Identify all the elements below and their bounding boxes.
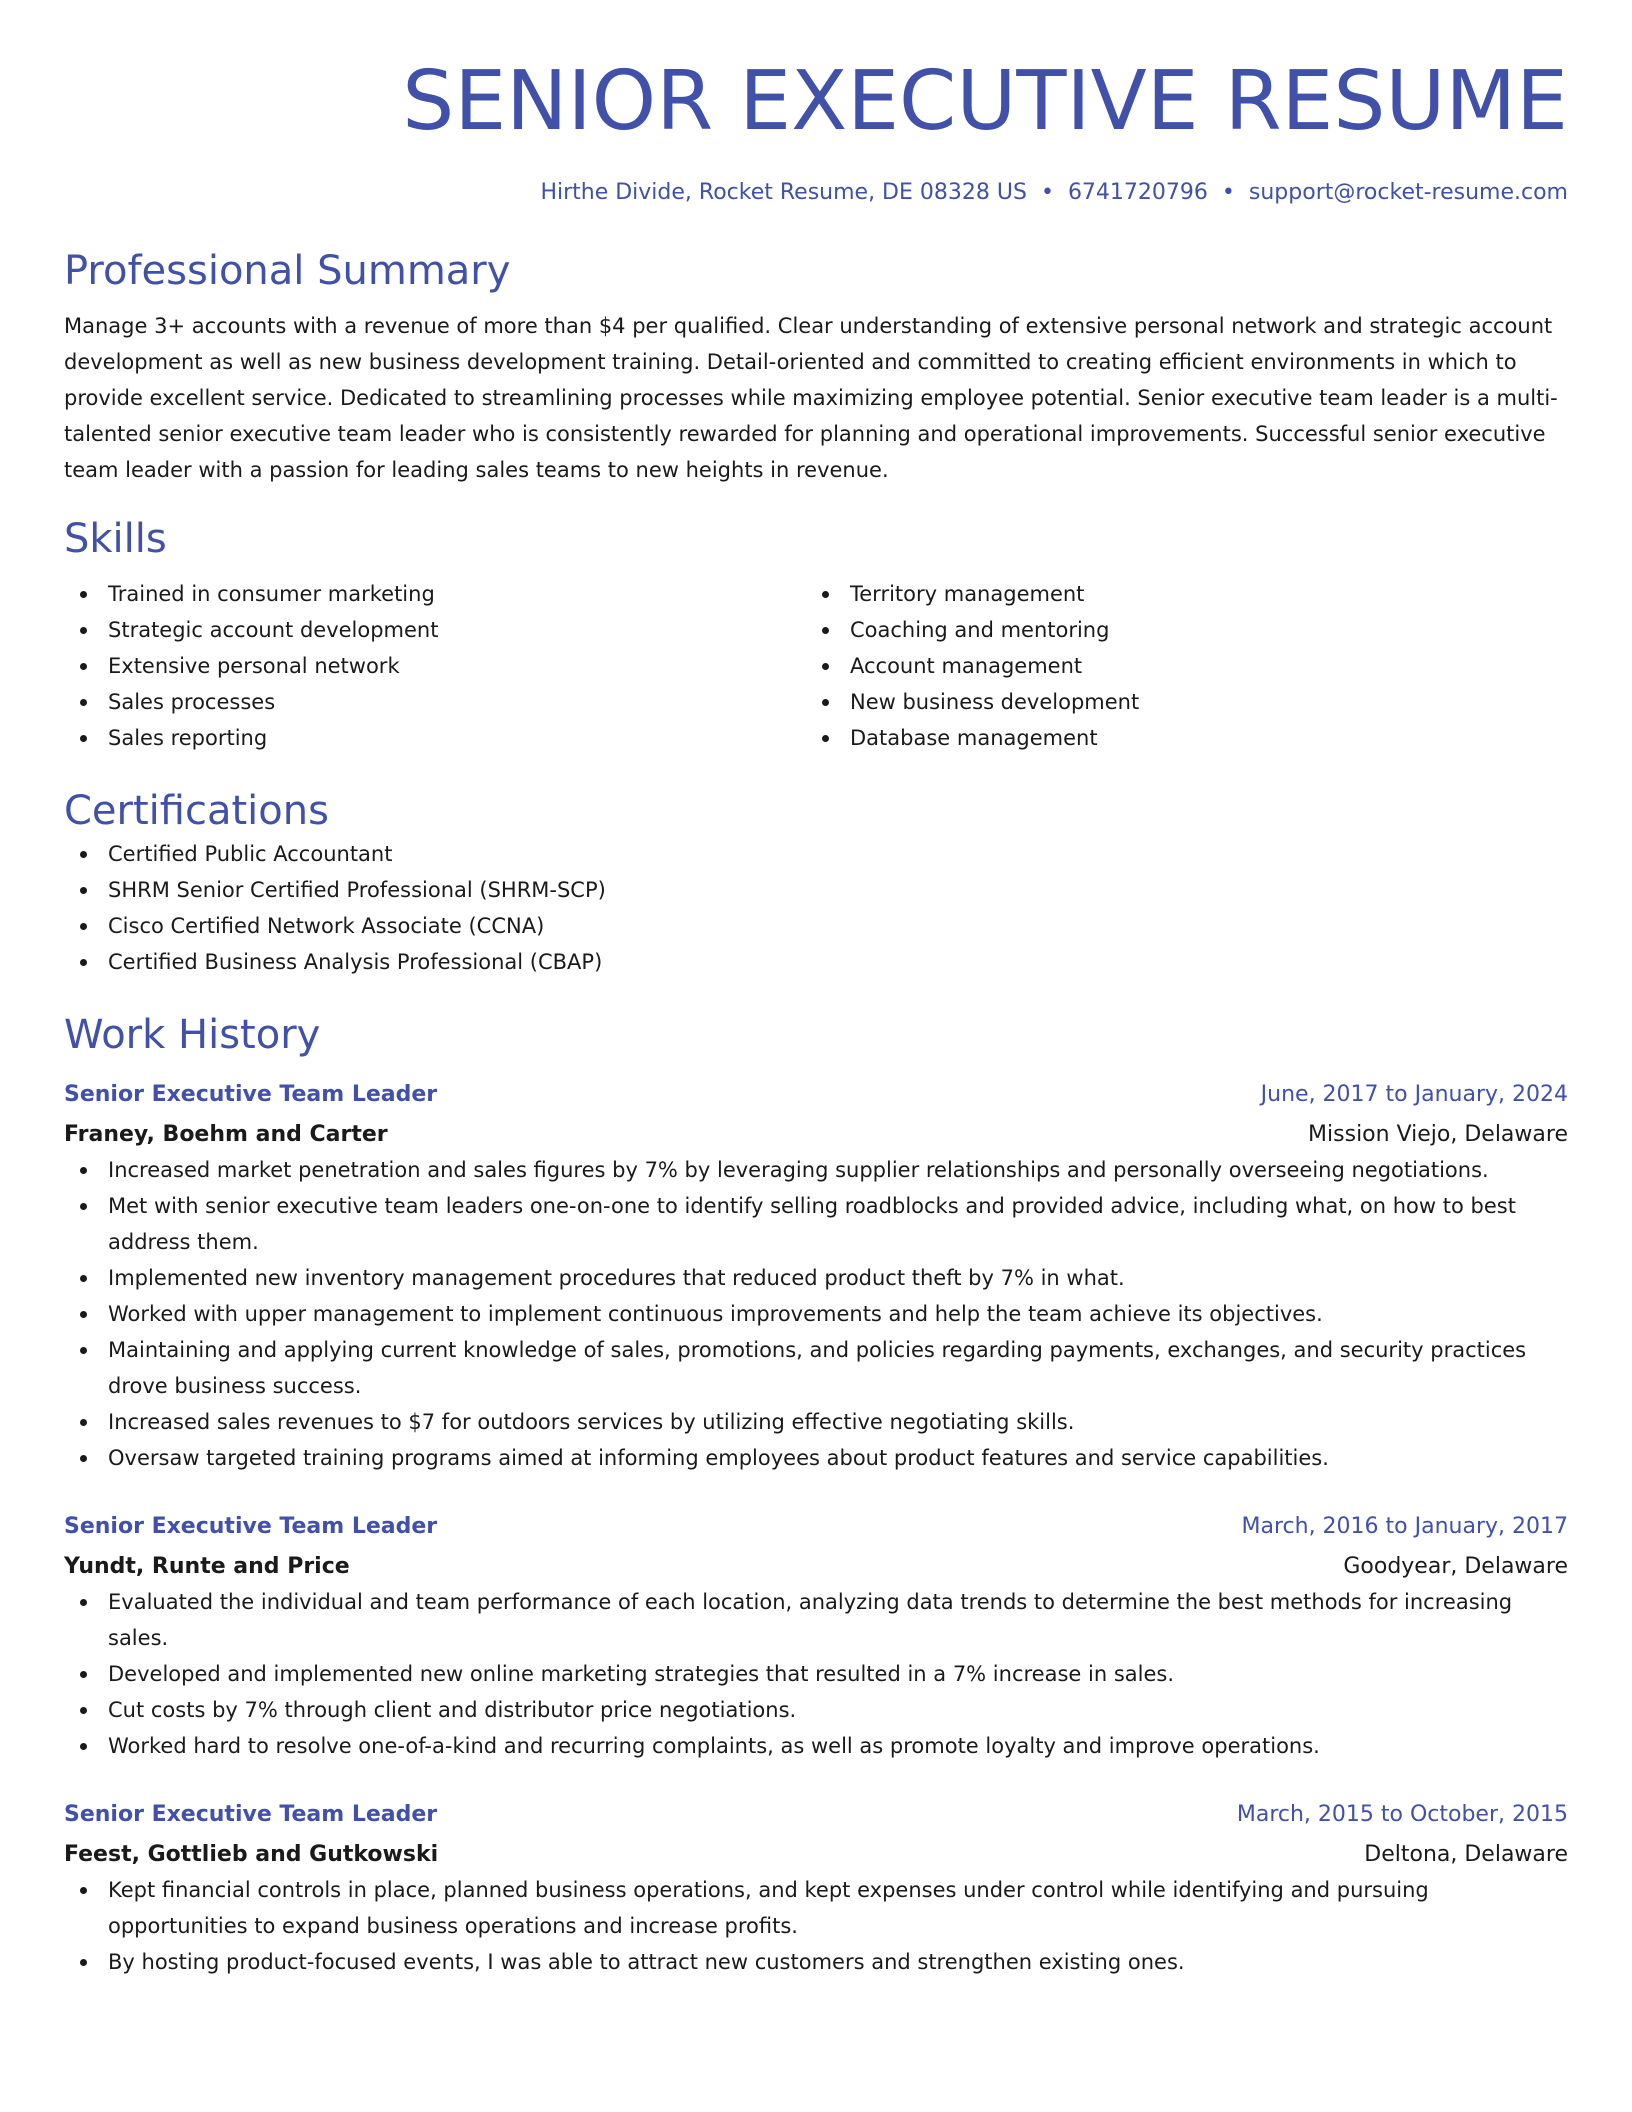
job-company: Franey, Boehm and Carter bbox=[64, 1122, 388, 1147]
job-bullet bbox=[64, 1872, 1568, 1944]
skill-item-text: Coaching and mentoring bbox=[850, 618, 1110, 642]
bullet-icon bbox=[80, 923, 87, 930]
job-bullet-text: Increased sales revenues to $7 for outdoors services by utilizing effective negotiating skills. bbox=[108, 1410, 1075, 1434]
skill-item bbox=[806, 612, 1548, 648]
job-title: Senior Executive Team Leader bbox=[64, 1514, 438, 1539]
work-history-heading: Work History bbox=[64, 1012, 321, 1058]
job-subheader bbox=[64, 1838, 1568, 1872]
skills-section bbox=[64, 514, 1568, 756]
job-bullet-text: Kept financial controls in place, planned business operations, and kept expenses under control while identifying and pursuing opportunities to expand business operations and increase profits. bbox=[108, 1878, 1429, 1938]
job-entry bbox=[64, 1798, 1568, 1980]
job-entry bbox=[64, 1510, 1568, 1764]
job-bullet bbox=[64, 1260, 1568, 1296]
certifications-heading: Certifications bbox=[64, 788, 329, 834]
jobs-list bbox=[64, 1078, 1568, 1980]
certification-item-text: Certified Public Accountant bbox=[108, 842, 393, 866]
job-bullet-text: Cut costs by 7% through client and distributor price negotiations. bbox=[108, 1698, 797, 1722]
skill-item-text: New business development bbox=[850, 690, 1140, 714]
job-bullet bbox=[64, 1692, 1568, 1728]
job-header bbox=[64, 1798, 1568, 1832]
certifications-section bbox=[64, 786, 1568, 980]
job-bullets bbox=[64, 1584, 1568, 1764]
skill-item-text: Strategic account development bbox=[108, 618, 439, 642]
summary-heading: Professional Summary bbox=[64, 248, 511, 294]
job-bullet-text: Developed and implemented new online marketing strategies that resulted in a 7% increase in sales. bbox=[108, 1662, 1174, 1686]
bullet-icon bbox=[80, 1311, 87, 1318]
job-dates: March, 2016 to January, 2017 bbox=[1241, 1514, 1568, 1539]
skill-item bbox=[806, 648, 1548, 684]
skills-heading: Skills bbox=[64, 516, 167, 562]
bullet-icon bbox=[80, 1275, 87, 1282]
skill-item-text: Trained in consumer marketing bbox=[108, 582, 435, 606]
contact-separator: • bbox=[1040, 180, 1054, 205]
bullet-icon bbox=[80, 1419, 87, 1426]
job-title: Senior Executive Team Leader bbox=[64, 1082, 438, 1107]
skills-list-left bbox=[64, 576, 806, 756]
skills-column-left bbox=[64, 576, 806, 756]
skills-grid bbox=[64, 576, 1568, 756]
job-bullet-text: Met with senior executive team leaders one-on-one to identify selling roadblocks and provided advice, including what, on how to best address them. bbox=[108, 1194, 1516, 1254]
bullet-icon bbox=[80, 1671, 87, 1678]
summary-section bbox=[64, 246, 1568, 488]
job-bullet-text: Maintaining and applying current knowledge of sales, promotions, and policies regarding payments, exchanges, and security practices drove business success. bbox=[108, 1338, 1527, 1398]
summary-text: Manage 3+ accounts with a revenue of more than $4 per qualified. Clear understanding of extensive personal network and strategic account development as well as new business development training. Detail-oriented and committed to creating efficient environments in which to provide excellent service. Dedicated to streamlining processes while maximizing employee potential. Senior executive team leader is a multi-talented senior executive team leader who is consistently rewarded for planning and operational improvements. Successful senior executive team leader with a passion for leading sales teams to new heights in revenue. bbox=[64, 314, 1558, 482]
work-history-section bbox=[64, 1010, 1568, 1980]
resume-title: SENIOR EXECUTIVE RESUME bbox=[402, 54, 1568, 149]
certifications-list bbox=[64, 836, 1568, 980]
bullet-icon bbox=[80, 1707, 87, 1714]
job-location: Deltona, Delaware bbox=[1364, 1842, 1568, 1867]
certification-item-text: SHRM Senior Certified Professional (SHRM-SCP) bbox=[108, 878, 606, 902]
job-bullet-text: Implemented new inventory management procedures that reduced product theft by 7% in what. bbox=[108, 1266, 1125, 1290]
job-title: Senior Executive Team Leader bbox=[64, 1802, 438, 1827]
skill-item-text: Territory management bbox=[850, 582, 1085, 606]
job-bullet bbox=[64, 1296, 1568, 1332]
bullet-icon bbox=[80, 1959, 87, 1966]
job-bullet-text: Worked hard to resolve one-of-a-kind and recurring complaints, as well as promote loyalty and improve operations. bbox=[108, 1734, 1320, 1758]
skill-item-text: Database management bbox=[850, 726, 1098, 750]
job-bullet bbox=[64, 1332, 1568, 1404]
job-bullet-text: Evaluated the individual and team performance of each location, analyzing data trends to determine the best methods for increasing sales. bbox=[108, 1590, 1513, 1650]
resume-header bbox=[64, 0, 1568, 208]
bullet-icon bbox=[80, 1743, 87, 1750]
skill-item-text: Account management bbox=[850, 654, 1083, 678]
contact-line bbox=[64, 178, 1568, 208]
certification-item bbox=[64, 908, 1568, 944]
bullet-icon bbox=[80, 591, 87, 598]
job-header bbox=[64, 1078, 1568, 1112]
bullet-icon bbox=[80, 699, 87, 706]
job-bullet bbox=[64, 1944, 1568, 1980]
job-header bbox=[64, 1510, 1568, 1544]
job-entry bbox=[64, 1078, 1568, 1476]
bullet-icon bbox=[80, 851, 87, 858]
job-bullet bbox=[64, 1404, 1568, 1440]
bullet-icon bbox=[80, 959, 87, 966]
skill-item-text: Sales processes bbox=[108, 690, 276, 714]
job-bullet-text: Increased market penetration and sales figures by 7% by leveraging supplier relationships and personally overseeing negotiations. bbox=[108, 1158, 1489, 1182]
job-dates: June, 2017 to January, 2024 bbox=[1260, 1082, 1568, 1107]
skill-item bbox=[64, 612, 806, 648]
contact-email: support@rocket-resume.com bbox=[1248, 180, 1568, 205]
job-bullet bbox=[64, 1440, 1568, 1476]
certification-item bbox=[64, 836, 1568, 872]
job-bullet bbox=[64, 1728, 1568, 1764]
skill-item bbox=[806, 684, 1548, 720]
job-bullet bbox=[64, 1152, 1568, 1188]
bullet-icon bbox=[80, 1887, 87, 1894]
certification-item bbox=[64, 944, 1568, 980]
job-company: Feest, Gottlieb and Gutkowski bbox=[64, 1842, 439, 1867]
contact-address: Hirthe Divide, Rocket Resume, DE 08328 US bbox=[540, 180, 1027, 205]
job-bullet-text: By hosting product-focused events, I was able to attract new customers and strengthen existing ones. bbox=[108, 1950, 1185, 1974]
bullet-icon bbox=[822, 591, 829, 598]
skill-item bbox=[806, 576, 1548, 612]
certification-item-text: Cisco Certified Network Associate (CCNA) bbox=[108, 914, 545, 938]
skill-item bbox=[64, 684, 806, 720]
bullet-icon bbox=[80, 887, 87, 894]
job-dates: March, 2015 to October, 2015 bbox=[1236, 1802, 1568, 1827]
contact-phone: 6741720796 bbox=[1067, 180, 1208, 205]
job-bullet bbox=[64, 1584, 1568, 1656]
job-subheader bbox=[64, 1118, 1568, 1152]
job-bullets bbox=[64, 1152, 1568, 1476]
resume-page bbox=[64, 0, 1568, 1980]
bullet-icon bbox=[80, 1347, 87, 1354]
job-bullets bbox=[64, 1872, 1568, 1980]
job-location: Mission Viejo, Delaware bbox=[1308, 1122, 1568, 1147]
bullet-icon bbox=[80, 1599, 87, 1606]
job-bullet bbox=[64, 1188, 1568, 1260]
certification-item bbox=[64, 872, 1568, 908]
skills-column-right bbox=[806, 576, 1548, 756]
job-bullet-text: Worked with upper management to implement continuous improvements and help the team achieve its objectives. bbox=[108, 1302, 1323, 1326]
bullet-icon bbox=[822, 735, 829, 742]
bullet-icon bbox=[822, 627, 829, 634]
bullet-icon bbox=[80, 1455, 87, 1462]
bullet-icon bbox=[822, 699, 829, 706]
skill-item-text: Extensive personal network bbox=[108, 654, 400, 678]
skills-list-right bbox=[806, 576, 1548, 756]
job-company: Yundt, Runte and Price bbox=[64, 1554, 350, 1579]
bullet-icon bbox=[80, 627, 87, 634]
bullet-icon bbox=[80, 1203, 87, 1210]
job-bullet bbox=[64, 1656, 1568, 1692]
bullet-icon bbox=[80, 1167, 87, 1174]
contact-separator: • bbox=[1221, 180, 1235, 205]
job-subheader bbox=[64, 1550, 1568, 1584]
skill-item-text: Sales reporting bbox=[108, 726, 268, 750]
skill-item bbox=[64, 576, 806, 612]
certification-item-text: Certified Business Analysis Professional (CBAP) bbox=[108, 950, 603, 974]
job-location: Goodyear, Delaware bbox=[1343, 1554, 1568, 1579]
bullet-icon bbox=[80, 663, 87, 670]
bullet-icon bbox=[822, 663, 829, 670]
skill-item bbox=[806, 720, 1548, 756]
bullet-icon bbox=[80, 735, 87, 742]
job-bullet-text: Oversaw targeted training programs aimed at informing employees about product features and service capabilities. bbox=[108, 1446, 1329, 1470]
skill-item bbox=[64, 720, 806, 756]
skill-item bbox=[64, 648, 806, 684]
